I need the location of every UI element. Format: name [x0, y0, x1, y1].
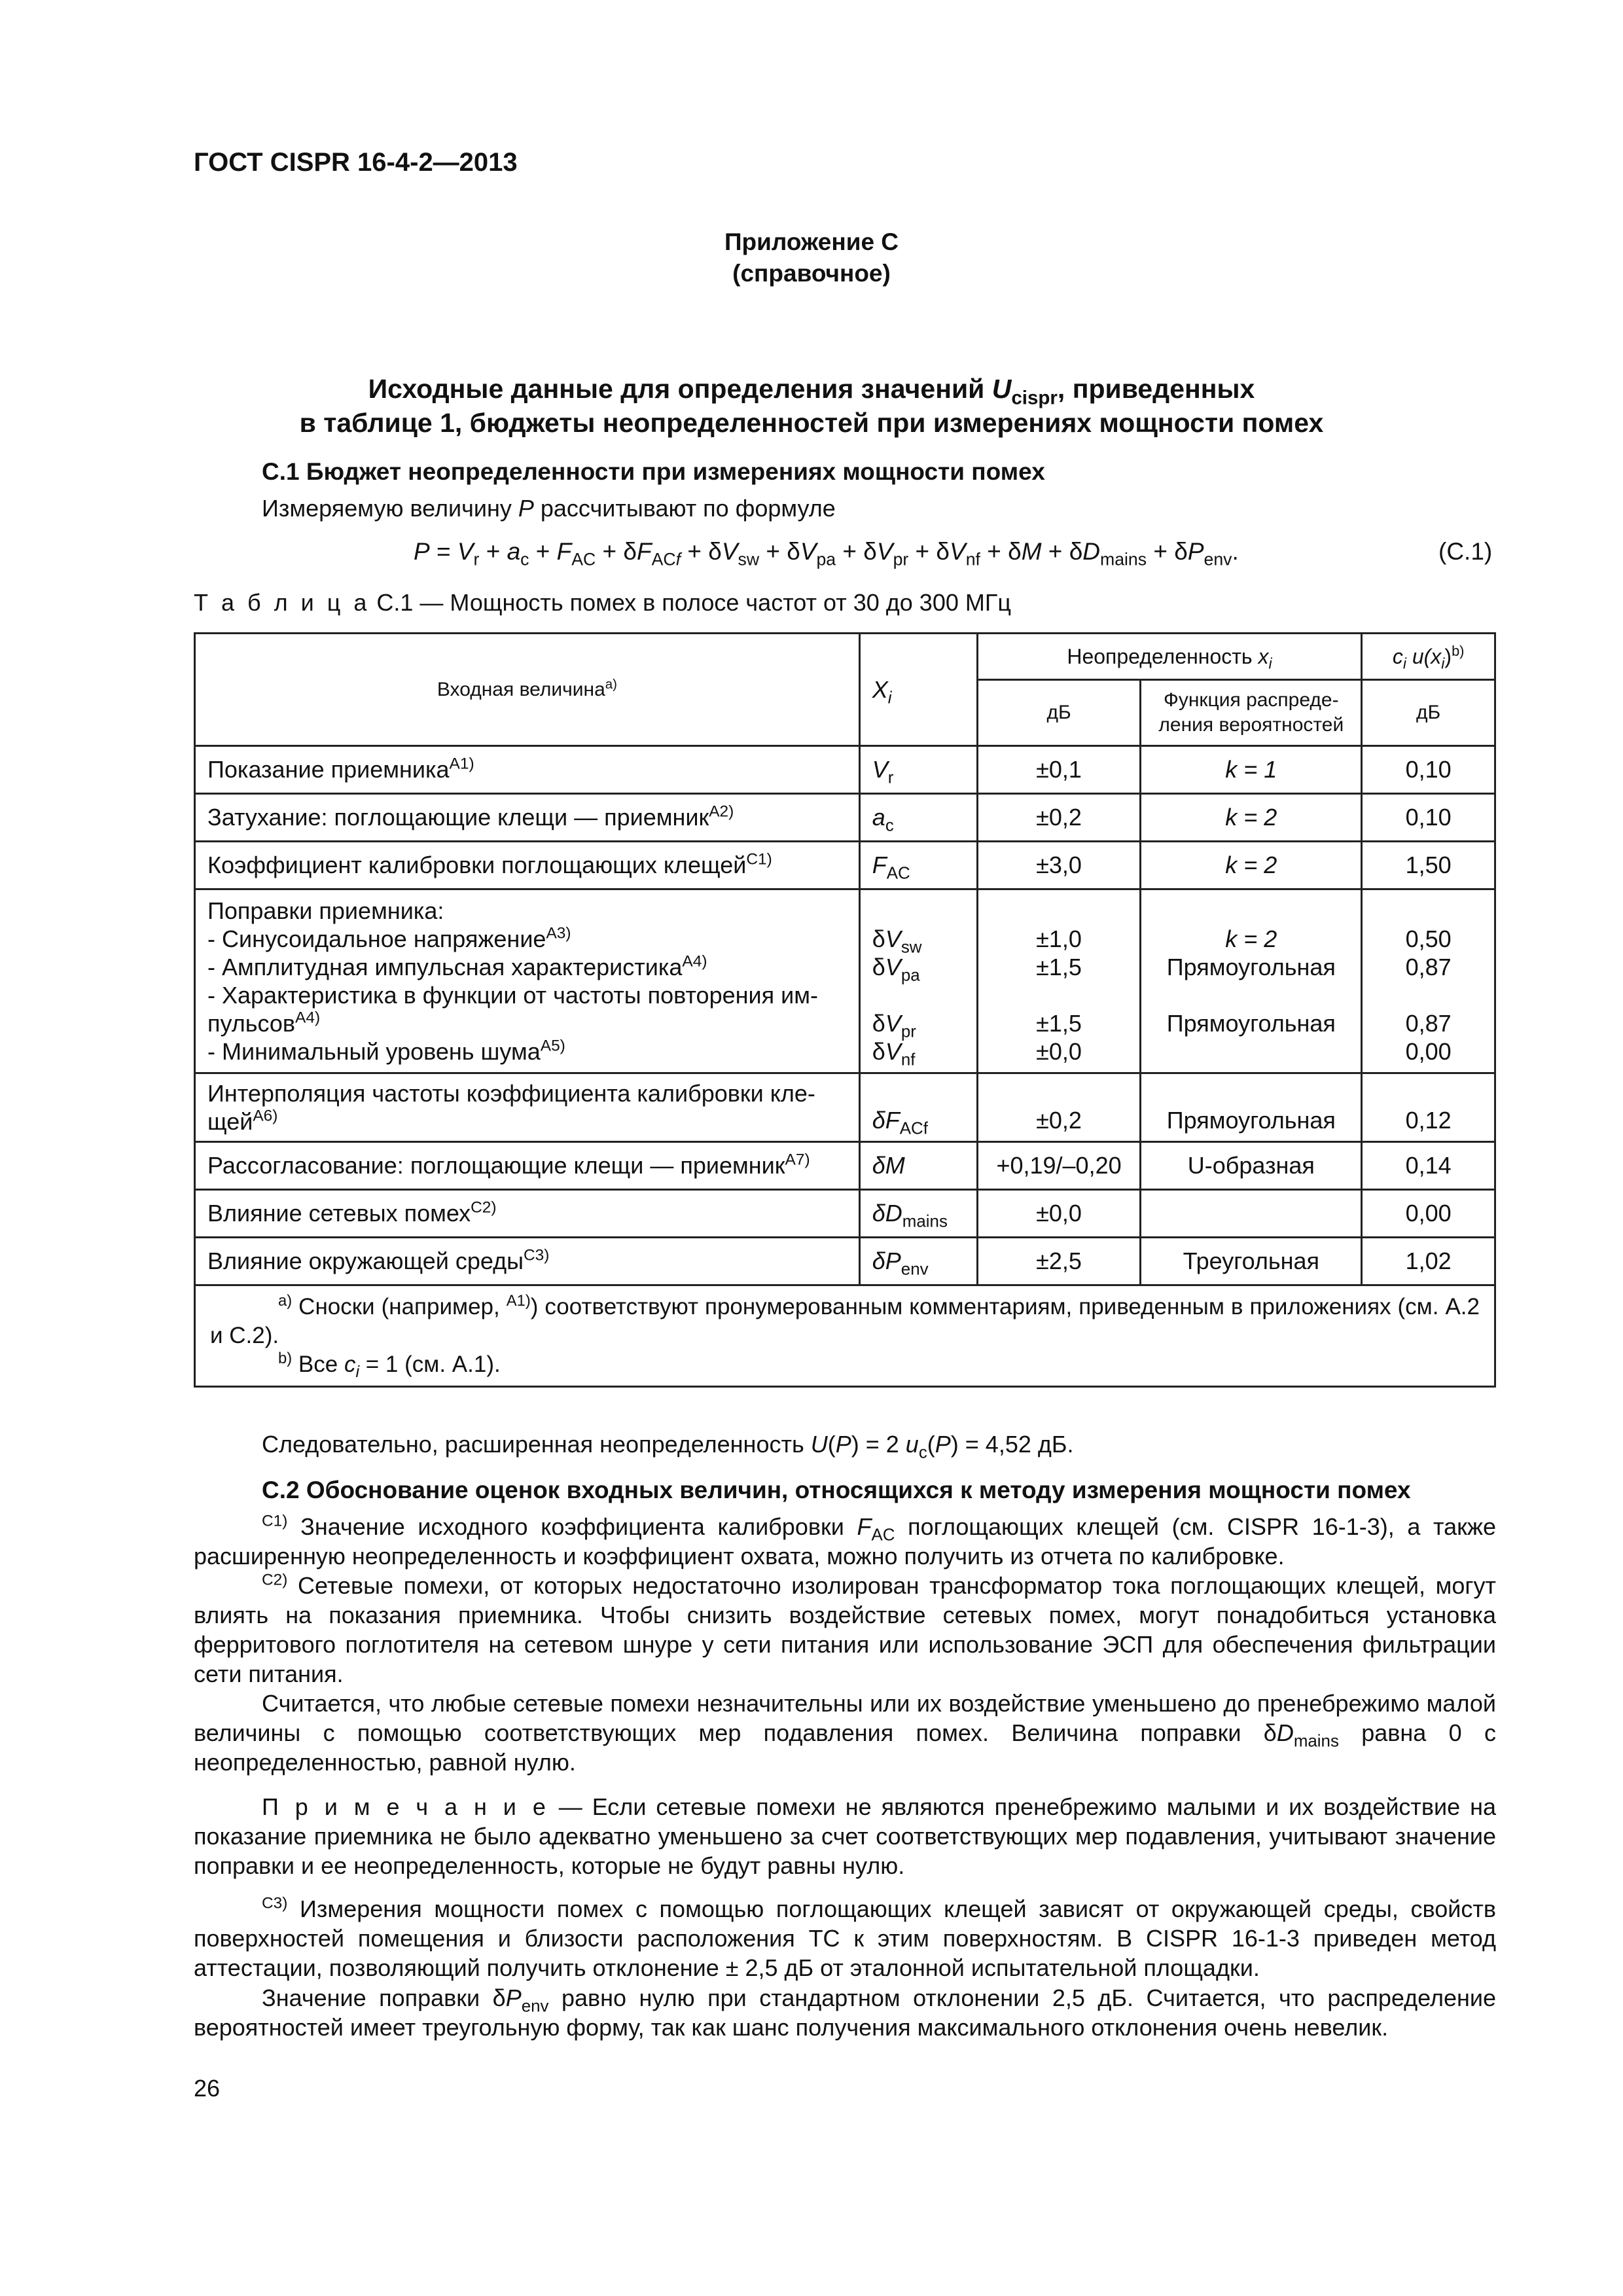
col-header-distribution: Функция распреде- ления вероятностей — [1141, 680, 1362, 746]
row-symbol: $\delta F_{ACf}$ — [859, 1073, 977, 1142]
table-row — [195, 1073, 1495, 1142]
row-uncertainty: +0,19/–0,20 — [977, 1142, 1141, 1190]
row-value: 1,02 — [1362, 1238, 1495, 1285]
uncertainty-budget-table — [194, 632, 1496, 1388]
row-distribution: Прямоугольная — [1141, 1073, 1362, 1142]
row-uncertainty: ±1,0 ±1,5 ±1,5 ±0,0 — [977, 889, 1141, 1073]
row-value: 0,12 — [1362, 1073, 1495, 1142]
row-symbol: $\delta P_{env}$ — [859, 1238, 977, 1285]
row-value: 0,10 — [1362, 746, 1495, 794]
row-uncertainty: ±3,0 — [977, 842, 1141, 889]
row-label: Интерполяция частоты коэффициента калибровки кле- щей$^{A6)}$ — [195, 1073, 860, 1142]
row-label: Влияние сетевых помех$^{C2)}$ — [195, 1190, 860, 1238]
paragraph-c2: $^{C2)}$ Сетевые помехи, от которых недостаточно изолирован трансформатор тока поглощающих клещей, могут влиять на показания приемника. Чтобы снизить воздействие сетевых помех, могут понадобиться установка ферритового поглотителя на сетевом шнуре у сети питания или использование ЭСП для обеспечения фильтрации сети питания. — [194, 1571, 1496, 1687]
title-line-1: Исходные данные для определения значений $U_{cispr}$, приведенных — [368, 374, 1255, 409]
row-distribution: k = 2 — [1141, 842, 1362, 889]
col-header-xi: $X_i$ — [859, 634, 977, 746]
annex-status: (справочное) — [732, 260, 891, 287]
footnote-a: $^{a)}$ Сноски (например, $^{A1)}$) соответствуют пронумерованным комментариям, приведенным в приложениях (см. A.2 и C.2). — [210, 1291, 1480, 1348]
row-symbol: δM — [859, 1142, 977, 1190]
c1-intro-text: Измеряемую величину P рассчитывают по формуле — [262, 495, 836, 522]
table-row — [195, 1190, 1495, 1238]
row-uncertainty: ±2,5 — [977, 1238, 1141, 1285]
row-uncertainty: ±0,0 — [977, 1190, 1141, 1238]
row-label: Коэффициент калибровки поглощающих клещей$^{C1)}$ — [195, 842, 860, 889]
row-value: 0,14 — [1362, 1142, 1495, 1190]
paragraph-c3-cont: Значение поправки $\delta P_{env}$ равно нулю при стандартном отклонении 2,5 дБ. Считается, что распределение вероятностей имеет треугольную форму, так как шанс получения максимального отклонения очень невелик. — [194, 1984, 1497, 2041]
row-symbol: $a_c$ — [859, 794, 977, 842]
row-symbol: $\delta D_{mains}$ — [859, 1190, 977, 1238]
table-row — [195, 1142, 1495, 1190]
document-header: ГОСТ CISPR 16-4-2—2013 — [194, 148, 518, 177]
row-label: Затухание: поглощающие клещи — приемник$^{A2)}$ — [195, 794, 860, 842]
row-value: 0,50 0,87 0,87 0,00 — [1362, 889, 1495, 1073]
row-value: 1,50 — [1362, 842, 1495, 889]
paragraph-c2-cont: Считается, что любые сетевые помехи незначительны или их воздействие уменьшено до пренебрежимо малой величины с помощью соответствующих мер подавления помех. Величина поправки $\delta D_{mains}$ равна 0 с неопределенностью, равной нулю. — [194, 1690, 1496, 1776]
table-row — [195, 889, 1495, 1073]
row-distribution: k = 2 Прямоугольная Прямоугольная — [1141, 889, 1362, 1073]
paragraph-c1: $^{C1)}$ Значение исходного коэффициента калибровки $F_{AC}$ поглощающих клещей (см. CISPR 16-1-3), а также расширенную неопределенность и коэффициент охвата, можно получить из отчета по калибровке. — [194, 1512, 1496, 1570]
row-symbol: $F_{AC}$ — [859, 842, 977, 889]
row-symbol: $V_r$ — [859, 746, 977, 794]
formula-number: (C.1) — [1438, 538, 1493, 565]
row-value: 0,10 — [1362, 794, 1495, 842]
row-symbol: $\delta V_{sw}$ $\delta V_{pa}$ $\delta V_{pr}$ $\delta V_{nf}$ — [859, 889, 977, 1073]
paragraph-c3: $^{C3)}$ Измерения мощности помех с помощью поглощающих клещей зависят от окружающей среды, свойств поверхностей помещения и близости расположения ТС к этим поверхностям. В CISPR 16-1-3 приведен метод аттестации, позволяющий получить отклонение ± 2,5 дБ от эталонной испытательной площадки. — [194, 1894, 1496, 1981]
title-line-2: в таблице 1, бюджеты неопределенностей при измерениях мощности помех — [299, 408, 1324, 438]
col-header-uncertainty: Неопределенность $x_i$ — [977, 634, 1362, 680]
row-value: 0,00 — [1362, 1190, 1495, 1238]
row-uncertainty: ±0,1 — [977, 746, 1141, 794]
note-paragraph: П р и м е ч а н и е — Если сетевые помехи не являются пренебрежимо малыми и их воздействие на показание приемника не было адекватно уменьшено за счет соответствующих мер подавления, учитывают значение поправки и ее неопределенность, которые не будут равны нулю. — [194, 1793, 1496, 1879]
annex-main-title — [0, 372, 1623, 440]
col-header-db-2: дБ — [1362, 680, 1495, 746]
row-uncertainty: ±0,2 — [977, 794, 1141, 842]
row-distribution — [1141, 1190, 1362, 1238]
table-footnotes — [195, 1285, 1495, 1387]
table-caption: Т а б л и ц а C.1 — Мощность помех в полосе частот от 30 до 300 МГц — [194, 589, 1011, 616]
row-uncertainty: ±0,2 — [977, 1073, 1141, 1142]
row-distribution: k = 1 — [1141, 746, 1362, 794]
col-header-ci-u: $c_i$ $u(x_i)^{b)}$ — [1362, 634, 1495, 680]
col-header-input: Входная величина$^{a)}$ — [195, 634, 860, 746]
annex-title: Приложение C — [724, 228, 899, 255]
table-row — [195, 794, 1495, 842]
formula-c1: $P = V_r + a_c + F_{AC} + \delta F_{ACf} + \delta V_{sw} + \delta V_{pa} + \delta V_{pr} + \delta V_{nf} + \delta M + \delta D_{mains} + \delta P_{env}$. — [414, 538, 1239, 569]
row-label: Влияние окружающей среды$^{C3)}$ — [195, 1238, 860, 1285]
row-distribution: Треугольная — [1141, 1238, 1362, 1285]
row-label: Рассогласование: поглощающие клещи — приемник$^{A7)}$ — [195, 1142, 860, 1190]
table-row — [195, 1238, 1495, 1285]
row-label: Поправки приемника: - Синусоидальное напряжение$^{A3)}$ - Амплитудная импульсная характеристика$^{A4)}$ - Характеристика в функции от частоты повторения им- пульсов$^{A4)}$ - Минимальный уровень шума$^{A5)}$ — [195, 889, 860, 1073]
annex-heading — [0, 226, 1623, 289]
table-row — [195, 746, 1495, 794]
page-number: 26 — [194, 2075, 221, 2102]
row-distribution: k = 2 — [1141, 794, 1362, 842]
section-c2-heading: C.2 Обоснование оценок входных величин, относящихся к методу измерения мощности помех — [262, 1477, 1411, 1503]
table-row — [195, 842, 1495, 889]
conclusion-text: Следовательно, расширенная неопределенность U(P) = 2 $u_c(P) = 4,52$ дБ. — [262, 1431, 1074, 1462]
footnote-b: $^{b)}$ Все $c_i = 1$ (см. A.1). — [278, 1349, 501, 1382]
section-c1-heading: C.1 Бюджет неопределенности при измерениях мощности помех — [262, 458, 1045, 485]
row-distribution: U-образная — [1141, 1142, 1362, 1190]
col-header-db: дБ — [977, 680, 1141, 746]
row-label: Показание приемника$^{A1)}$ — [195, 746, 860, 794]
